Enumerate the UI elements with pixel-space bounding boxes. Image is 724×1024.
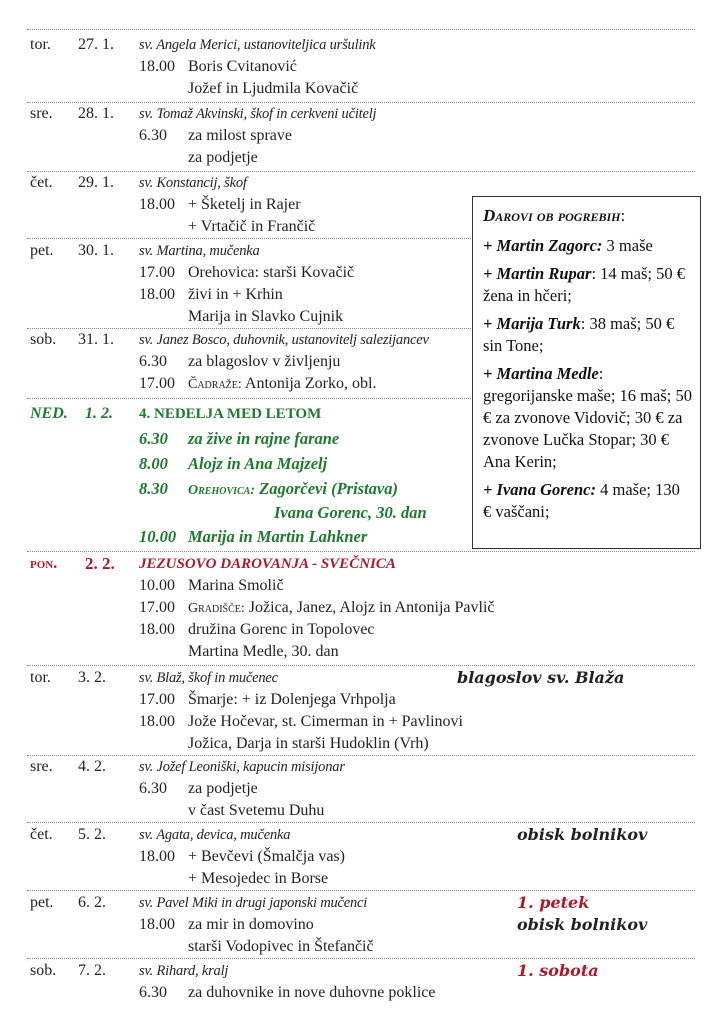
date: 27. 1. xyxy=(78,36,114,53)
date: 5. 2. xyxy=(78,826,106,843)
weekday: sre. xyxy=(30,105,53,122)
weekday: NED. xyxy=(30,405,68,422)
date: 4. 2. xyxy=(78,758,106,775)
donation-entry xyxy=(483,263,692,307)
feast: sv. Tomaž Akvinski, škof in cerkveni učitelj xyxy=(139,106,377,122)
date: 28. 1. xyxy=(78,105,114,122)
weekday xyxy=(30,553,57,575)
intention-text: Antonija Zorko, obl. xyxy=(244,375,377,392)
donation-text: : 38 maš; 50 € sin Tone; xyxy=(483,314,675,355)
mass-intention: Marija in Slavko Cujnik xyxy=(188,308,344,325)
mass-time: 6.30 xyxy=(139,984,167,1001)
mass-intention: za žive in rajne farane xyxy=(188,429,340,448)
mass-time: 10.00 xyxy=(139,527,177,546)
donations-title xyxy=(483,205,692,227)
date: 31. 1. xyxy=(78,331,114,348)
day-row xyxy=(27,30,695,103)
feast: sv. Jožef Leoniški, kapucin misijonar xyxy=(139,759,345,775)
note-first-friday: 1. petek xyxy=(517,893,590,912)
mass-time: 18.00 xyxy=(139,196,175,213)
date: 7. 2. xyxy=(78,962,106,979)
weekday: tor. xyxy=(30,36,51,53)
note: blagoslov sv. Blaža xyxy=(457,668,625,687)
donation-text: : gregorijanske maše; 16 maš; 50 € za zvonove Vidovič; 30 € za zvonove Lučka Stopar; 30 € Ana Kerin; xyxy=(483,364,692,471)
day-row xyxy=(27,959,695,1004)
mass-intention: živi in + Krhin xyxy=(188,286,283,303)
mass-time: 18.00 xyxy=(139,713,175,730)
note: obisk bolnikov xyxy=(517,825,648,844)
day-row-holiday xyxy=(27,552,695,666)
weekday: sob. xyxy=(30,331,57,348)
date: 1. 2. xyxy=(85,405,113,422)
donations-title-text: Darovi ob pogrebih xyxy=(483,206,621,225)
intention-text: Jožica, Janez, Alojz in Antonija Pavlič xyxy=(248,599,495,616)
feast: sv. Agata, devica, mučenka xyxy=(139,827,291,843)
mass-time: 18.00 xyxy=(139,621,175,638)
feast: sv. Angela Merici, ustanoviteljica uršulink xyxy=(139,37,376,53)
mass-intention xyxy=(188,373,376,396)
day-row xyxy=(27,103,695,172)
mass-intention: Ivana Gorenc, 30. dan xyxy=(274,503,427,522)
donation-entry xyxy=(483,479,692,523)
weekday: tor. xyxy=(30,669,51,686)
weekday: sre. xyxy=(30,758,53,775)
day-row xyxy=(27,666,695,756)
feast: sv. Janez Bosco, duhovnik, ustanovitelj salezijancev xyxy=(139,332,429,348)
mass-intention: za blagoslov v življenju xyxy=(188,353,341,370)
date: 29. 1. xyxy=(78,174,114,191)
mass-time: 18.00 xyxy=(139,916,175,933)
mass-time: 18.00 xyxy=(139,58,175,75)
mass-time: 6.30 xyxy=(139,780,167,797)
deceased-name: + Martin Zagorc: xyxy=(483,236,603,255)
mass-time: 18.00 xyxy=(139,848,175,865)
deceased-name: + Marija Turk xyxy=(483,314,581,333)
donation-text: : 14 maš; 50 € žena in hčeri; xyxy=(483,264,685,305)
feast: sv. Martina, mučenka xyxy=(139,243,260,259)
place-name: Orehovica: xyxy=(188,483,256,498)
weekday-text: pon. xyxy=(30,555,58,572)
mass-intention: starši Vodopivec in Štefančič xyxy=(188,938,374,955)
donation-text: 3 maše xyxy=(602,236,653,255)
mass-intention: Jožica, Darja in starši Hudoklin (Vrh) xyxy=(188,735,429,752)
intention-text: Zagorčevi (Pristava) xyxy=(259,479,398,498)
place-name: Gradišče: xyxy=(188,601,245,616)
mass-intention: + Mesojedec in Borse xyxy=(188,870,329,887)
mass-intention: Šmarje: + iz Dolenjega Vrhpolja xyxy=(188,691,396,708)
feast: JEZUSOVO DAROVANJA - SVEČNICA xyxy=(139,556,396,572)
donation-entry xyxy=(483,235,692,257)
donation-entry xyxy=(483,313,692,357)
feast: sv. Konstancij, škof xyxy=(139,175,247,191)
mass-intention: za podjetje xyxy=(188,149,258,166)
feast: sv. Rihard, kralj xyxy=(139,963,229,979)
mass-intention: Jožef in Ljudmila Kovačič xyxy=(188,80,359,97)
day-row xyxy=(27,891,695,959)
donations-box xyxy=(472,196,701,549)
mass-intention: Boris Cvitanović xyxy=(188,58,297,75)
weekday: sob. xyxy=(30,962,57,979)
mass-intention: v čast Svetemu Duhu xyxy=(188,802,325,819)
mass-time: 6.30 xyxy=(139,429,168,448)
mass-time: 10.00 xyxy=(139,577,175,594)
date: 6. 2. xyxy=(78,894,106,911)
mass-intention: Martina Medle, 30. dan xyxy=(188,643,339,660)
mass-time: 17.00 xyxy=(139,599,175,616)
mass-intention: + Šketelj in Rajer xyxy=(188,196,301,213)
mass-intention: za mir in domovino xyxy=(188,916,314,933)
mass-intention: + Bevčevi (Šmalčja vas) xyxy=(188,848,345,865)
feast: sv. Pavel Miki in drugi japonski mučenci xyxy=(139,895,368,911)
note: obisk bolnikov xyxy=(517,915,648,934)
mass-time: 6.30 xyxy=(139,353,167,370)
place-name: Čadraže: xyxy=(188,377,242,392)
mass-intention xyxy=(188,597,495,620)
mass-intention: Alojz in Ana Majzelj xyxy=(188,454,328,473)
mass-intention: družina Gorenc in Topolovec xyxy=(188,621,375,638)
weekday: pet. xyxy=(30,894,54,911)
donations-title-colon: : xyxy=(620,206,626,225)
deceased-name: + Martina Medle xyxy=(483,364,599,383)
mass-intention xyxy=(188,476,398,503)
mass-intention: Orehovica: starši Kovačič xyxy=(188,264,355,281)
mass-intention: Marina Smolič xyxy=(188,577,284,594)
note-first-saturday: 1. sobota xyxy=(517,961,599,980)
mass-time: 8.00 xyxy=(139,454,168,473)
day-row xyxy=(27,756,695,823)
mass-intention: Jože Hočevar, st. Cimerman in + Pavlinovi xyxy=(188,713,463,730)
deceased-name: + Ivana Gorenc: xyxy=(483,480,596,499)
mass-time: 17.00 xyxy=(139,264,175,281)
deceased-name: + Martin Rupar xyxy=(483,264,592,283)
date: 30. 1. xyxy=(78,242,114,259)
mass-intention: + Vrtačič in Frančič xyxy=(188,218,316,235)
mass-time: 17.00 xyxy=(139,375,175,392)
mass-time: 17.00 xyxy=(139,691,175,708)
mass-intention: za milost sprave xyxy=(188,127,292,144)
mass-time: 18.00 xyxy=(139,286,175,303)
mass-intention: za podjetje xyxy=(188,780,258,797)
mass-intention: Marija in Martin Lahkner xyxy=(188,527,368,546)
day-row xyxy=(27,823,695,891)
weekday: pet. xyxy=(30,242,54,259)
donation-text: 4 maše; 130 € vaščani; xyxy=(483,480,680,521)
feast: 4. NEDELJA MED LETOM xyxy=(139,406,322,422)
mass-intention: za duhovnike in nove duhovne poklice xyxy=(188,984,436,1001)
mass-time: 8.30 xyxy=(139,479,168,498)
date: 2. 2. xyxy=(85,554,115,573)
mass-time: 6.30 xyxy=(139,127,167,144)
donation-entry xyxy=(483,363,692,473)
date: 3. 2. xyxy=(78,669,106,686)
weekday: čet. xyxy=(30,174,53,191)
feast: sv. Blaž, škof in mučenec xyxy=(139,670,278,686)
weekday: čet. xyxy=(30,826,53,843)
